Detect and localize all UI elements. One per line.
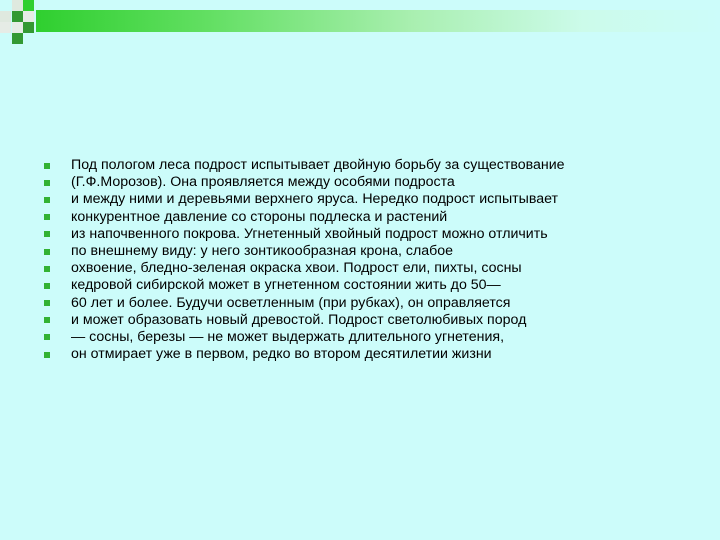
corner-square-decoration xyxy=(23,22,34,33)
square-bullet-icon xyxy=(44,334,50,340)
list-item-text: по внешнему виду: у него зонтикообразная крона, слабое xyxy=(71,242,454,259)
list-item xyxy=(44,329,684,346)
square-bullet-icon xyxy=(44,300,50,306)
list-item xyxy=(44,277,684,294)
square-bullet-icon xyxy=(44,249,50,255)
list-item xyxy=(44,260,684,277)
corner-square-decoration xyxy=(23,11,34,22)
square-bullet-icon xyxy=(44,214,50,220)
list-item xyxy=(44,295,684,312)
list-item xyxy=(44,174,684,191)
square-bullet-icon xyxy=(44,266,50,272)
square-bullet-icon xyxy=(44,352,50,358)
list-item-text: из напочвенного покрова. Угнетенный хвойный подрост можно отличить xyxy=(71,225,548,242)
list-item-text: кедровой сибирской может в угнетенном состоянии жить до 50— xyxy=(71,277,501,294)
list-item xyxy=(44,243,684,260)
list-item-text: охвоение, бледно-зеленая окраска хвои. Подрост ели, пихты, сосны xyxy=(71,260,522,277)
list-item xyxy=(44,346,684,363)
corner-square-decoration xyxy=(0,11,11,22)
corner-square-decoration xyxy=(0,22,11,33)
list-item xyxy=(44,226,684,243)
list-item xyxy=(44,312,684,329)
list-item xyxy=(44,191,684,208)
square-bullet-icon xyxy=(44,283,50,289)
list-item-text: конкурентное давление со стороны подлеска и растений xyxy=(71,208,448,225)
bullet-list xyxy=(44,157,684,363)
square-bullet-icon xyxy=(44,163,50,169)
corner-square-decoration xyxy=(12,22,23,33)
top-gradient-bar xyxy=(36,10,720,32)
list-item xyxy=(44,209,684,226)
corner-square-decoration xyxy=(12,33,23,44)
list-item-text: — сосны, березы — не может выдержать длительного угнетения, xyxy=(71,328,505,345)
list-item-text: и может образовать новый древостой. Подрост светолюбивых пород xyxy=(71,311,527,328)
square-bullet-icon xyxy=(44,180,50,186)
list-item-text: он отмирает уже в первом, редко во втором десятилетии жизни xyxy=(71,346,492,363)
list-item-text: и между ними и деревьями верхнего яруса. Нередко подрост испытывает xyxy=(71,191,559,208)
square-bullet-icon xyxy=(44,317,50,323)
square-bullet-icon xyxy=(44,197,50,203)
corner-square-decoration xyxy=(23,0,34,11)
list-item-text: Под пологом леса подрост испытывает двойную борьбу за существование xyxy=(71,157,565,173)
list-item-text: (Г.Ф.Морозов). Она проявляется между особями подроста xyxy=(71,174,455,191)
list-item-text: 60 лет и более. Будучи осветленным (при рубках), он оправляется xyxy=(71,294,511,311)
list-item xyxy=(44,157,684,174)
corner-square-decoration xyxy=(12,0,23,11)
corner-square-decoration xyxy=(12,11,23,22)
square-bullet-icon xyxy=(44,231,50,237)
